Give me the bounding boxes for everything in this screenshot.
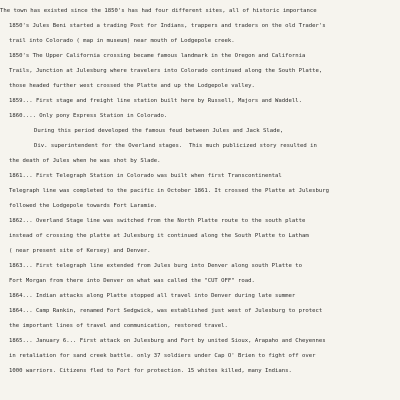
text-line: 1850's Jules Beni started a trading Post for Indians, trappers and traders on the old Trader's [9,23,326,29]
text-line: those headed further west crossed the Platte and up the Lodgepole valley. [9,83,255,89]
text-line: trail into Colorado ( map in museum) near mouth of Lodgepole creek. [9,38,235,44]
text-line: 1864... Camp Rankin, renamed Fort Sedgwick, was established just west of Julesburg to protect [9,308,323,314]
text-line: followed the Lodgepole towards Fort Laramie. [9,203,158,209]
text-line: 1863... First telegraph line extended from Jules burg into Denver along south Platte to [9,263,302,269]
text-line: Trails, Junction at Julesburg where travelers into Colorado continued along the South Platte, [9,68,323,74]
text-line: 1862... Overland Stage line was switched from the North Platte route to the south platte [9,218,306,224]
text-line: 1000 warriors. Citizens fled to Fort for protection. 15 whites killed, many Indians. [9,368,292,374]
text-line: the death of Jules when he was shot by Slade. [9,158,161,164]
text-line: 1861... First Telegraph Station in Colorado was built when first Transcontinental [9,173,282,179]
text-line: The town has existed since the 1850's has had four different sites, all of historic importance [0,8,317,14]
text-line: ( near present site of Kersey) and Denver. [9,248,151,254]
text-line: Div. superintendent for the Overland stages. This much publicized story resulted in [34,143,317,149]
text-line: the important lines of travel and communication, restored travel. [9,323,228,329]
text-line: 1850's The Upper California crossing became famous landmark in the Oregon and California [9,53,306,59]
text-line: 1860.... Only pony Express Station in Colorado. [9,113,168,119]
text-line: in retaliation for sand creek battle. only 37 soldiers under Cap O' Brien to fight off over [9,353,316,359]
text-line: instead of crossing the platte at Julesburg it continued along the South Platte to Latham [9,233,309,239]
text-line: 1864... Indian attacks along Platte stopped all travel into Denver during late summer [9,293,296,299]
text-line: 1865... January 6... First attack on Julesburg and Fort by united Sioux, Arapaho and Cheyennes [9,338,326,344]
text-line: Telegraph line was completed to the pacific in October 1861. It crossed the Platte at Julesburg [9,188,329,194]
text-line: During this period developed the famous feud between Jules and Jack Slade, [34,128,284,134]
text-line: Fort Morgan from there into Denver on what was called the "CUT OFF" road. [9,278,255,284]
text-line: 1859... First stage and freight line station built here by Russell, Majors and Waddell. [9,98,302,104]
